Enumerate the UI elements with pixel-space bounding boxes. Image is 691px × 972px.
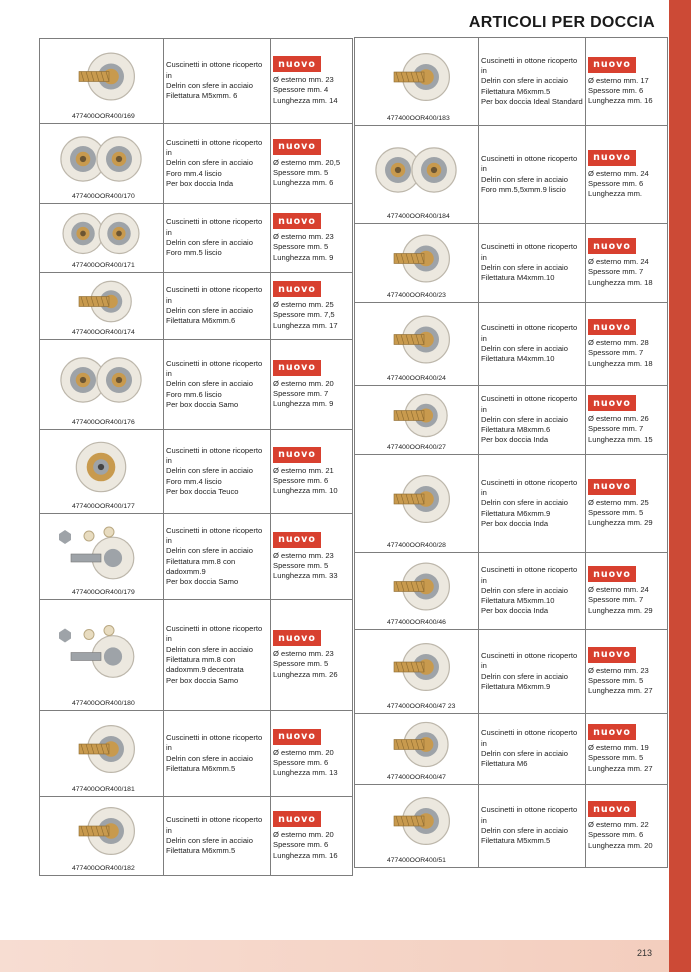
product-spec-cell	[271, 204, 352, 272]
spec-line: Spessore mm. 7	[273, 388, 329, 398]
new-badge: nuovo	[273, 281, 321, 297]
roller-bearing-with-threaded-stud-photo	[355, 785, 477, 865]
product-image-cell	[355, 303, 479, 385]
spec-line: Lunghezza mm. 10	[273, 486, 338, 496]
product-code: 477400OOR400/181	[72, 786, 135, 793]
product-code: 477400OOR400/171	[72, 262, 135, 269]
product-specs	[273, 649, 352, 680]
product-specs	[588, 257, 667, 288]
product-image-cell	[40, 514, 164, 599]
spec-line: Lunghezza mm. 33	[273, 571, 338, 581]
product-spec-cell	[271, 39, 352, 123]
product-description: Cuscinetti in ottone ricoperto in Delrin con sfere in acciaio Filettatura M6xmm.5	[166, 815, 263, 856]
spec-line: Ø esterno mm. 24	[588, 585, 649, 595]
product-specs	[588, 414, 667, 445]
spec-line: Ø esterno mm. 23	[273, 649, 334, 659]
roller-bearing-with-threaded-stud-photo	[355, 714, 477, 783]
product-specs	[588, 820, 667, 851]
roller-bearing-with-threaded-stud-photo	[40, 711, 162, 795]
spec-line: Spessore mm. 5	[273, 167, 329, 177]
spec-line: Ø esterno mm. 17	[588, 75, 649, 85]
spec-line: Spessore mm. 6	[588, 85, 644, 95]
product-image-cell	[40, 797, 164, 875]
spec-line: Ø esterno mm. 28	[588, 338, 649, 348]
page-number: 213	[637, 948, 653, 958]
product-specs	[588, 743, 667, 774]
spec-line: Ø esterno mm. 22	[588, 820, 649, 830]
product-row	[40, 124, 352, 204]
spec-line: Lunghezza mm. 18	[588, 358, 653, 368]
product-code: 477400OOR400/176	[72, 419, 135, 426]
new-badge: nuovo	[273, 56, 321, 72]
product-image-cell	[355, 386, 479, 454]
product-specs	[588, 585, 667, 616]
spec-line: Lunghezza mm.	[588, 189, 643, 199]
roller-bearing-with-threaded-stud-photo	[355, 224, 477, 301]
new-badge: nuovo	[273, 811, 321, 827]
roller-bearing-with-threaded-stud-photo	[355, 38, 477, 124]
product-row	[355, 455, 667, 553]
spec-line: Lunghezza mm. 17	[273, 320, 338, 330]
product-description-cell	[164, 711, 271, 796]
side-accent-bar	[669, 0, 691, 940]
product-spec-cell	[586, 38, 667, 125]
roller-bearing-with-nuts-photo	[40, 514, 162, 598]
product-code: 477400OOR400/24	[387, 375, 446, 382]
product-image-cell	[355, 785, 479, 867]
spec-line: Spessore mm. 5	[273, 659, 329, 669]
product-image-cell	[355, 455, 479, 552]
spec-line: Ø esterno mm. 20	[273, 747, 334, 757]
product-spec-cell	[271, 273, 352, 339]
product-specs	[273, 748, 352, 779]
spec-line: Lunghezza mm. 14	[273, 95, 338, 105]
product-row	[355, 303, 667, 386]
product-description-cell	[479, 126, 586, 223]
page-title: ARTICOLI PER DOCCIA	[468, 14, 655, 31]
product-image-cell	[355, 553, 479, 629]
spec-line: Spessore mm. 5	[273, 560, 329, 570]
roller-bearing-with-threaded-stud-photo	[40, 39, 162, 122]
product-specs	[588, 666, 667, 697]
new-badge: nuovo	[273, 532, 321, 548]
product-row	[40, 600, 352, 711]
product-image-cell	[355, 38, 479, 125]
new-badge: nuovo	[588, 479, 636, 495]
product-description-cell	[164, 797, 271, 875]
new-badge: nuovo	[588, 724, 636, 740]
product-code: 477400OOR400/179	[72, 589, 135, 596]
product-specs	[273, 466, 352, 497]
product-code: 477400OOR400/169	[72, 113, 135, 120]
product-code: 477400OOR400/47 23	[387, 703, 456, 710]
roller-bearing-with-threaded-stud-photo	[355, 455, 477, 551]
product-spec-cell	[271, 340, 352, 429]
spec-line: Lunghezza mm. 13	[273, 768, 338, 778]
product-description: Cuscinetti in ottone ricoperto in Delrin con sfere in acciaio Filettatura mm.8 con dadoxmm.9 decentrata Per box doccia Samo	[166, 624, 263, 685]
product-description: Cuscinetti in ottone ricoperto in Delrin con sfere in acciaio Foro mm.4 liscio Per box doccia Inda	[166, 137, 263, 188]
product-code: 477400OOR400/170	[72, 193, 135, 200]
spec-line: Spessore mm. 7	[588, 348, 644, 358]
product-spec-cell	[586, 630, 667, 713]
spec-line: Ø esterno mm. 25	[588, 497, 649, 507]
product-code: 477400OOR400/27	[387, 444, 446, 451]
product-code: 477400OOR400/51	[387, 857, 446, 864]
footer-corner	[669, 940, 691, 972]
product-row	[40, 797, 352, 875]
spec-line: Ø esterno mm. 20	[273, 830, 334, 840]
spec-line: Lunghezza mm. 6	[273, 178, 334, 188]
spec-line: Lunghezza mm. 29	[588, 605, 653, 615]
spec-line: Spessore mm. 7	[588, 267, 644, 277]
roller-bearing-pair-photo	[355, 126, 477, 222]
spec-line: Spessore mm. 4	[273, 85, 329, 95]
product-spec-cell	[586, 785, 667, 867]
spec-line: Ø esterno mm. 23	[273, 232, 334, 242]
spec-line: Lunghezza mm. 26	[273, 669, 338, 679]
spec-line: Lunghezza mm. 27	[588, 763, 653, 773]
roller-bearing-with-threaded-stud-photo	[355, 303, 477, 384]
product-description: Cuscinetti in ottone ricoperto in Delrin con sfere in acciaio Filettatura M6xmm.5	[166, 732, 263, 773]
product-description: Cuscinetti in ottone ricoperto in Delrin con sfere in acciaio Filettatura M5xmm.5	[481, 805, 578, 846]
product-image-cell	[40, 273, 164, 339]
product-row	[40, 514, 352, 600]
product-code: 477400OOR400/180	[72, 700, 135, 707]
new-badge: nuovo	[273, 360, 321, 376]
roller-bearing-pair-photo	[40, 124, 162, 202]
product-specs	[273, 75, 352, 106]
product-row	[40, 430, 352, 514]
product-row	[40, 204, 352, 273]
spec-line: Ø esterno mm. 20,5	[273, 157, 341, 167]
product-spec-cell	[271, 430, 352, 513]
spec-line: Lunghezza mm. 9	[273, 252, 334, 262]
product-description: Cuscinetti in ottone ricoperto in Delrin con sfere in acciaio Filettatura M5xmm.10 Per box doccia Inda	[481, 565, 578, 616]
product-description-cell	[164, 600, 271, 710]
roller-bearing-pair-photo	[40, 340, 162, 428]
product-code: 477400OOR400/28	[387, 542, 446, 549]
product-spec-cell	[586, 303, 667, 385]
product-spec-cell	[586, 386, 667, 454]
product-description: Cuscinetti in ottone ricoperto in Delrin con sfere in acciaio Filettatura M6xmm.9 Per box doccia Inda	[481, 477, 578, 528]
spec-line: Spessore mm. 6	[588, 830, 644, 840]
product-image-cell	[355, 714, 479, 784]
spec-line: Spessore mm. 6	[273, 757, 329, 767]
spec-line: Spessore mm. 7	[588, 424, 644, 434]
new-badge: nuovo	[588, 566, 636, 582]
spec-line: Lunghezza mm. 18	[588, 277, 653, 287]
product-spec-cell	[586, 224, 667, 302]
product-specs	[273, 830, 352, 861]
new-badge: nuovo	[273, 630, 321, 646]
spec-line: Spessore mm. 6	[588, 178, 644, 188]
spec-line: Lunghezza mm. 9	[273, 399, 334, 409]
roller-bearing-with-threaded-stud-photo	[40, 797, 162, 873]
product-description: Cuscinetti in ottone ricoperto in Delrin con sfere in acciaio Filettatura M4xmm.10	[481, 242, 578, 283]
product-description: Cuscinetti in ottone ricoperto in Delrin con sfere in acciaio Foro mm.5 liscio	[166, 217, 263, 258]
spec-line: Ø esterno mm. 25	[273, 300, 334, 310]
product-row	[40, 273, 352, 340]
product-code: 477400OOR400/183	[387, 115, 450, 122]
product-description-cell	[164, 340, 271, 429]
product-spec-cell	[271, 600, 352, 710]
product-description-cell	[479, 386, 586, 454]
product-row	[355, 553, 667, 630]
product-description: Cuscinetti in ottone ricoperto in Delrin con sfere in acciaio Foro mm.6 liscio Per box doccia Samo	[166, 358, 263, 409]
roller-bearing-pair-photo	[40, 204, 162, 271]
product-specs	[273, 232, 352, 263]
product-description-cell	[164, 39, 271, 123]
product-code: 477400OOR400/46	[387, 619, 446, 626]
product-spec-cell	[586, 553, 667, 629]
product-specs	[588, 76, 667, 107]
footer-band	[0, 940, 691, 972]
product-description: Cuscinetti in ottone ricoperto in Delrin con sfere in acciaio Foro mm.5,5xmm.9 liscio	[481, 153, 578, 194]
product-spec-cell	[586, 126, 667, 223]
product-description: Cuscinetti in ottone ricoperto in Delrin con sfere in acciaio Filettatura mm.8 con dadoxmm.9 Per box doccia Samo	[166, 525, 263, 587]
product-spec-cell	[271, 797, 352, 875]
spec-line: Ø esterno mm. 23	[588, 665, 649, 675]
new-badge: nuovo	[588, 319, 636, 335]
product-image-cell	[40, 124, 164, 203]
spec-line: Lunghezza mm. 15	[588, 434, 653, 444]
product-spec-cell	[586, 714, 667, 784]
product-row	[355, 630, 667, 714]
product-specs	[588, 338, 667, 369]
spec-line: Spessore mm. 6	[273, 840, 329, 850]
product-specs	[273, 158, 352, 189]
product-image-cell	[40, 204, 164, 272]
product-image-cell	[40, 711, 164, 796]
spec-line: Lunghezza mm. 27	[588, 686, 653, 696]
new-badge: nuovo	[273, 139, 321, 155]
new-badge: nuovo	[588, 801, 636, 817]
product-row	[40, 340, 352, 430]
product-row	[355, 38, 667, 126]
spec-line: Lunghezza mm. 29	[588, 518, 653, 528]
product-code: 477400OOR400/184	[387, 213, 450, 220]
product-row	[355, 126, 667, 224]
product-image-cell	[40, 340, 164, 429]
product-image-cell	[355, 224, 479, 302]
spec-line: Ø esterno mm. 19	[588, 743, 649, 753]
product-spec-cell	[271, 711, 352, 796]
spec-line: Spessore mm. 5	[588, 753, 644, 763]
product-description: Cuscinetti in ottone ricoperto in Delrin con sfere in acciaio Filettatura M6xmm.9	[481, 650, 578, 691]
product-description: Cuscinetti in ottone ricoperto in Delrin con sfere in acciaio Foro mm.4 liscio Per box doccia Teuco	[166, 445, 263, 496]
product-specs	[273, 551, 352, 582]
spec-line: Spessore mm. 7,5	[273, 310, 335, 320]
new-badge: nuovo	[588, 150, 636, 166]
product-description-cell	[479, 553, 586, 629]
product-description: Cuscinetti in ottone ricoperto in Delrin con sfere in acciaio Filettatura M6xmm.6	[166, 285, 263, 326]
spec-line: Ø esterno mm. 24	[588, 257, 649, 267]
product-description: Cuscinetti in ottone ricoperto in Delrin con sfere in acciaio Filettatura M4xmm.10	[481, 323, 578, 364]
new-badge: nuovo	[588, 238, 636, 254]
product-row	[40, 711, 352, 797]
roller-bearing-with-nuts-photo	[40, 600, 162, 709]
product-description-cell	[164, 204, 271, 272]
product-description-cell	[164, 273, 271, 339]
product-specs	[273, 379, 352, 410]
spec-line: Spessore mm. 6	[273, 475, 329, 485]
spec-line: Ø esterno mm. 26	[588, 414, 649, 424]
spec-line: Ø esterno mm. 20	[273, 378, 334, 388]
product-image-cell	[40, 39, 164, 123]
product-description-cell	[479, 785, 586, 867]
product-spec-cell	[271, 514, 352, 599]
product-description-cell	[479, 630, 586, 713]
spec-line: Spessore mm. 5	[273, 242, 329, 252]
product-row	[355, 224, 667, 303]
product-description: Cuscinetti in ottone ricoperto in Delrin con sfere in acciaio Filettatura M6xmm.5 Per box doccia Ideal Standard	[481, 55, 583, 106]
product-description-cell	[479, 303, 586, 385]
new-badge: nuovo	[273, 213, 321, 229]
roller-bearing-with-threaded-stud-photo	[355, 386, 477, 453]
product-row	[355, 785, 667, 867]
product-code: 477400OOR400/47	[387, 774, 446, 781]
product-description-cell	[479, 224, 586, 302]
spec-line: Lunghezza mm. 20	[588, 840, 653, 850]
product-specs	[273, 300, 352, 331]
spec-line: Ø esterno mm. 23	[273, 75, 334, 85]
new-badge: nuovo	[588, 395, 636, 411]
new-badge: nuovo	[588, 647, 636, 663]
product-description-cell	[164, 430, 271, 513]
product-image-cell	[40, 430, 164, 513]
product-table-left	[39, 38, 353, 876]
product-row	[355, 714, 667, 785]
product-description: Cuscinetti in ottone ricoperto in Delrin con sfere in acciaio Filettatura M8xmm.6 Per box doccia Inda	[481, 394, 578, 445]
roller-bearing-with-threaded-stud-photo	[355, 553, 477, 628]
product-specs	[588, 169, 667, 200]
product-description-cell	[479, 455, 586, 552]
spec-line: Ø esterno mm. 21	[273, 465, 334, 475]
spec-line: Ø esterno mm. 24	[588, 168, 649, 178]
product-row	[355, 386, 667, 455]
new-badge: nuovo	[273, 447, 321, 463]
product-spec-cell	[586, 455, 667, 552]
spec-line: Ø esterno mm. 23	[273, 550, 334, 560]
product-description-cell	[479, 714, 586, 784]
new-badge: nuovo	[273, 729, 321, 745]
product-description-cell	[164, 124, 271, 203]
product-code: 477400OOR400/182	[72, 865, 135, 872]
product-description-cell	[479, 38, 586, 125]
product-image-cell	[40, 600, 164, 710]
product-description: Cuscinetti in ottone ricoperto in Delrin con sfere in acciaio Filettatura M6	[481, 728, 578, 769]
product-table-right	[354, 37, 668, 868]
spec-line: Spessore mm. 5	[588, 507, 644, 517]
spec-line: Lunghezza mm. 16	[588, 96, 653, 106]
product-image-cell	[355, 126, 479, 223]
product-row	[40, 39, 352, 124]
product-specs	[588, 498, 667, 529]
new-badge: nuovo	[588, 57, 636, 73]
spec-line: Lunghezza mm. 16	[273, 850, 338, 860]
spec-line: Spessore mm. 5	[588, 675, 644, 685]
roller-bearing-with-threaded-stud-photo	[355, 630, 477, 712]
product-spec-cell	[271, 124, 352, 203]
product-code: 477400OOR400/177	[72, 503, 135, 510]
spec-line: Spessore mm. 7	[588, 595, 644, 605]
product-image-cell	[355, 630, 479, 713]
product-code: 477400OOR400/23	[387, 292, 446, 299]
product-description-cell	[164, 514, 271, 599]
roller-bearing-photo	[40, 430, 162, 512]
product-description: Cuscinetti in ottone ricoperto in Delrin con sfere in acciaio Filettatura M5xmm. 6	[166, 60, 263, 101]
product-code: 477400OOR400/174	[72, 329, 135, 336]
